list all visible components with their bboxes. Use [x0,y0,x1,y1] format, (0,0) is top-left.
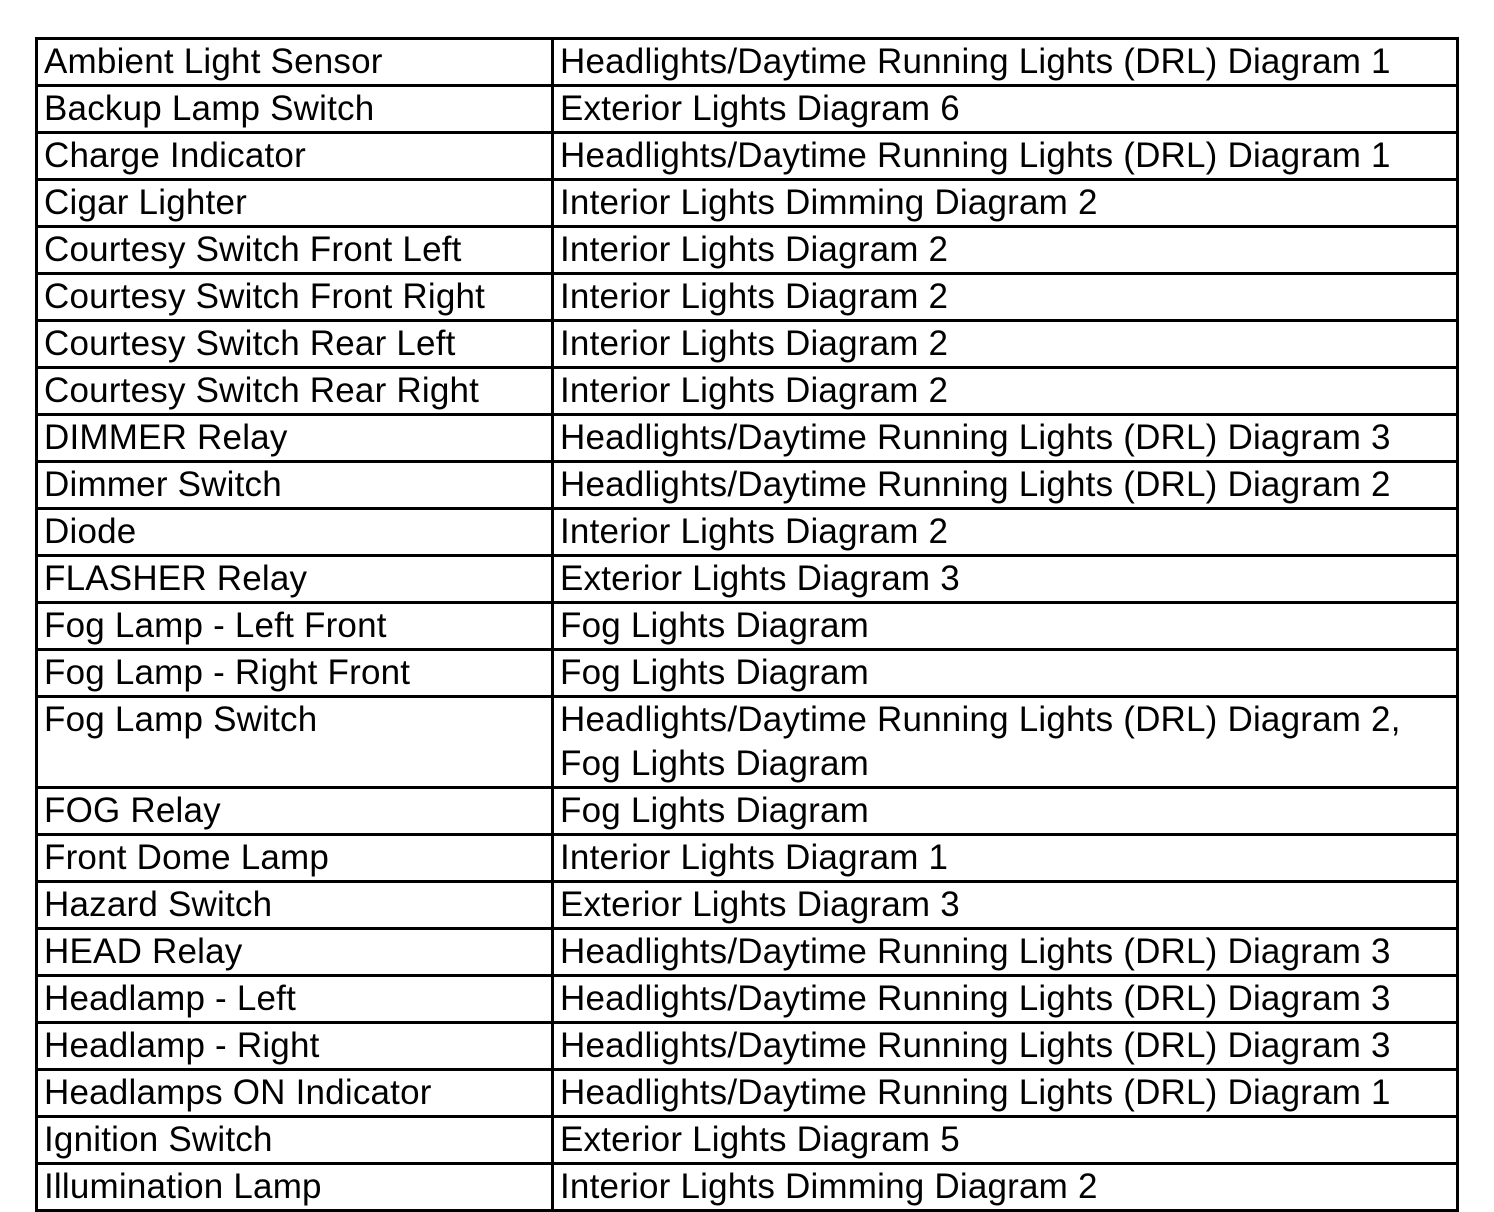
component-cell: Backup Lamp Switch [37,86,553,133]
reference-cell [553,697,1458,788]
reference-cell: Headlights/Daytime Running Lights (DRL) Diagram 3 [553,976,1458,1023]
table-row [37,39,1458,86]
reference-cell: Interior Lights Diagram 2 [553,509,1458,556]
table-row [37,976,1458,1023]
component-cell: Headlamps ON Indicator [37,1070,553,1117]
table-body [37,39,1458,1211]
reference-line-2: Fog Lights Diagram [560,744,870,783]
table-row [37,133,1458,180]
component-cell: Illumination Lamp [37,1164,553,1211]
reference-cell: Headlights/Daytime Running Lights (DRL) Diagram 2 [553,462,1458,509]
component-cell: Headlamp - Right [37,1023,553,1070]
reference-cell: Fog Lights Diagram [553,788,1458,835]
component-cell: Cigar Lighter [37,180,553,227]
table-row [37,697,1458,788]
reference-cell: Interior Lights Diagram 2 [553,227,1458,274]
table-row [37,603,1458,650]
component-cell: FLASHER Relay [37,556,553,603]
component-cell: Hazard Switch [37,882,553,929]
table-row [37,835,1458,882]
table-row [37,368,1458,415]
reference-cell: Interior Lights Diagram 1 [553,835,1458,882]
component-cell: HEAD Relay [37,929,553,976]
table-row [37,1023,1458,1070]
component-cell: Fog Lamp Switch [37,697,553,788]
component-cell: Front Dome Lamp [37,835,553,882]
reference-cell: Headlights/Daytime Running Lights (DRL) Diagram 3 [553,415,1458,462]
reference-cell: Headlights/Daytime Running Lights (DRL) Diagram 1 [553,1070,1458,1117]
component-cell: Ignition Switch [37,1117,553,1164]
component-cell: Courtesy Switch Front Right [37,274,553,321]
component-cell: Fog Lamp - Left Front [37,603,553,650]
component-cell: Ambient Light Sensor [37,39,553,86]
table-row [37,650,1458,697]
table-row [37,462,1458,509]
reference-cell: Exterior Lights Diagram 5 [553,1117,1458,1164]
component-cell: DIMMER Relay [37,415,553,462]
table-row [37,929,1458,976]
reference-cell: Fog Lights Diagram [553,650,1458,697]
table-row [37,509,1458,556]
reference-cell: Interior Lights Diagram 2 [553,274,1458,321]
reference-cell: Headlights/Daytime Running Lights (DRL) Diagram 3 [553,1023,1458,1070]
table-row [37,227,1458,274]
reference-cell: Exterior Lights Diagram 3 [553,556,1458,603]
component-cell: Diode [37,509,553,556]
reference-cell: Exterior Lights Diagram 3 [553,882,1458,929]
table-row [37,1117,1458,1164]
reference-cell: Interior Lights Diagram 2 [553,368,1458,415]
reference-cell: Interior Lights Dimming Diagram 2 [553,180,1458,227]
table-row [37,274,1458,321]
table-row [37,1070,1458,1117]
table-row [37,556,1458,603]
table-row [37,1164,1458,1211]
reference-cell: Headlights/Daytime Running Lights (DRL) Diagram 1 [553,39,1458,86]
component-cell: Charge Indicator [37,133,553,180]
component-cell: Courtesy Switch Rear Right [37,368,553,415]
table-row [37,415,1458,462]
table-row [37,321,1458,368]
component-cell: Courtesy Switch Front Left [37,227,553,274]
component-index-table [35,37,1459,1212]
table-row [37,788,1458,835]
reference-line-1: Headlights/Daytime Running Lights (DRL) Diagram 2, [560,700,1401,739]
reference-cell: Headlights/Daytime Running Lights (DRL) Diagram 1 [553,133,1458,180]
table-row [37,180,1458,227]
component-cell: FOG Relay [37,788,553,835]
reference-cell: Interior Lights Diagram 2 [553,321,1458,368]
component-cell: Dimmer Switch [37,462,553,509]
component-cell: Courtesy Switch Rear Left [37,321,553,368]
component-cell: Headlamp - Left [37,976,553,1023]
reference-cell: Fog Lights Diagram [553,603,1458,650]
reference-cell: Exterior Lights Diagram 6 [553,86,1458,133]
reference-cell: Headlights/Daytime Running Lights (DRL) Diagram 3 [553,929,1458,976]
table-row [37,882,1458,929]
reference-cell: Interior Lights Dimming Diagram 2 [553,1164,1458,1211]
component-cell: Fog Lamp - Right Front [37,650,553,697]
table-row [37,86,1458,133]
